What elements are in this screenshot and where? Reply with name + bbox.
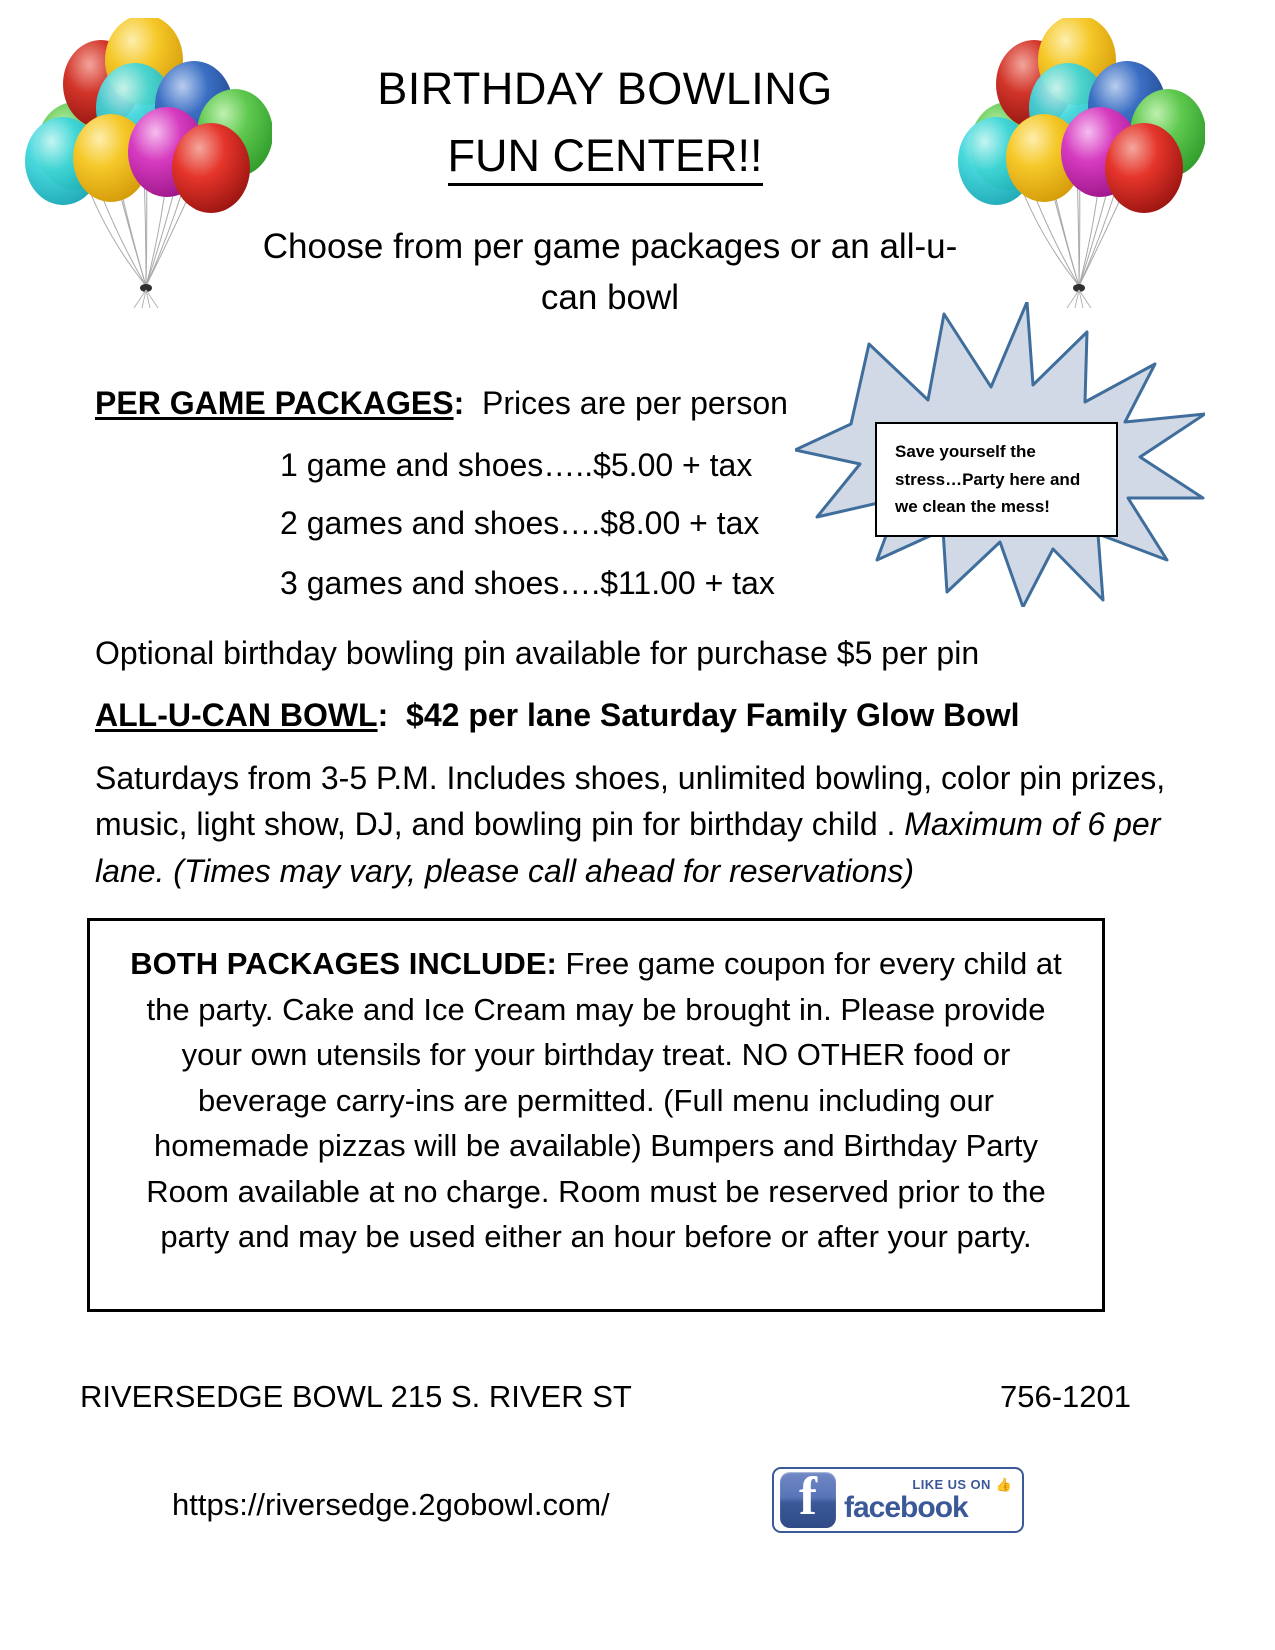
price-row-2: 2 games and shoes….$8.00 + tax <box>280 505 760 541</box>
title-line-2 <box>280 129 930 182</box>
title-line-1: BIRTHDAY BOWLING <box>377 63 833 114</box>
starburst-callout <box>795 302 1205 607</box>
per-game-heading: PER GAME PACKAGES <box>95 385 454 421</box>
subtitle: Choose from per game packages or an all-u-can bowl <box>262 227 958 317</box>
title-line-2-underlined: FUN CENTER!! <box>448 130 763 186</box>
facebook-wordmark: facebook <box>844 1491 968 1524</box>
all-u-can-details-italic: Maximum of 6 per lane. (Times may vary, please call ahead for reservations) <box>95 806 1161 889</box>
footer-phone: 756-1201 <box>1000 1379 1132 1414</box>
facebook-like-label: LIKE US ON <box>912 1477 991 1492</box>
per-game-heading-note: Prices are per person <box>464 385 788 421</box>
footer-address: RIVERSEDGE BOWL 215 S. RIVER ST <box>80 1379 632 1414</box>
all-u-can-heading-price: $42 per lane Saturday Family Glow Bowl <box>388 697 1020 733</box>
starburst-text-box: Save yourself the stress…Party here and we clean the mess! <box>875 422 1118 537</box>
per-game-heading-row <box>95 382 795 425</box>
balloon-cluster-right <box>955 18 1205 308</box>
optional-pin-note: Optional birthday bowling pin available for purchase $5 per pin <box>95 635 980 671</box>
facebook-like-badge[interactable] <box>772 1467 1024 1533</box>
page-title <box>280 62 930 182</box>
all-u-can-details-regular: Saturdays from 3-5 P.M. Includes shoes, unlimited bowling, color pin prizes, music, light show, DJ, and bowling pin for birthday child . <box>95 760 1166 843</box>
all-u-can-details <box>95 755 1190 894</box>
both-packages-body: Free game coupon for every child at the party. Cake and Ice Cream may be brought in. Please provide your own utensils for your birthday treat. NO OTHER food or beverage carry-ins are permitted. (Full menu including our homemade pizzas will be available) Bumpers and Birthday Party Room available at no charge. Room must be reserved prior to the party and may be used either an hour before or after your party. <box>146 946 1062 1255</box>
both-packages-box <box>87 918 1105 1312</box>
price-row-1: 1 game and shoes…..$5.00 + tax <box>280 447 753 483</box>
all-u-can-heading-row <box>95 694 1185 737</box>
thumbs-up-icon: 👍 <box>995 1477 1012 1492</box>
facebook-badge-text <box>836 1477 1016 1523</box>
facebook-f-icon <box>780 1472 836 1528</box>
footer-website-url[interactable]: https://riversedge.2gobowl.com/ <box>172 1487 610 1522</box>
price-row-3: 3 games and shoes….$11.00 + tax <box>280 565 775 601</box>
both-packages-lead: BOTH PACKAGES INCLUDE: <box>130 946 557 981</box>
all-u-can-heading: ALL-U-CAN BOWL <box>95 697 378 733</box>
both-packages-text <box>124 941 1068 1260</box>
balloon-cluster-left <box>22 18 272 308</box>
facebook-like-row <box>844 1477 1016 1492</box>
all-u-can-heading-colon: : <box>377 697 389 733</box>
per-game-heading-colon: : <box>453 385 465 421</box>
